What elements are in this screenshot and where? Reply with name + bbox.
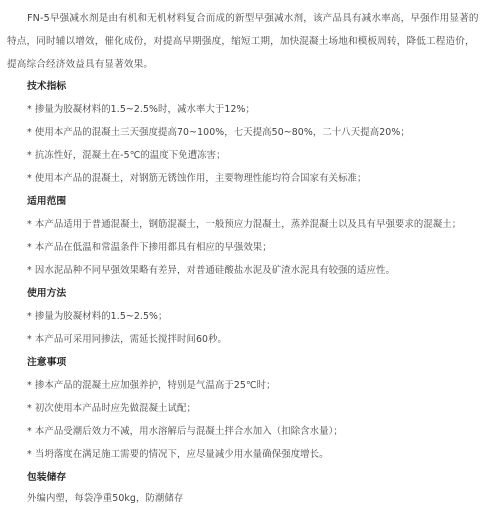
list-item: * 掺本产品的混凝土应加强养护，特别是气温高于25℃时； — [27, 380, 276, 391]
list-item: * 掺量为胶凝材料的1.5~2.5%； — [27, 311, 168, 322]
list-item: * 本产品可采用同掺法，需延长搅拌时间60秒。 — [27, 334, 228, 345]
intro-line: 提高综合经济效益具有显著效果。 — [7, 59, 154, 70]
list-item: * 使用本产品的混凝土三天强度提高70~100%，七天提高50~80%，二十八天提高20%； — [27, 127, 410, 138]
section-heading-precautions: 注意事项 — [27, 357, 67, 368]
intro-line: FN-5早强减水剂是由有机和无机材料复合而成的新型早强减水剂，该产品具有减水率高，早强作用显著的 — [27, 13, 479, 24]
list-item: 外编内塑，每袋净重50kg，防潮储存 — [27, 493, 184, 504]
section-heading-usage: 使用方法 — [27, 288, 67, 299]
list-item: * 掺量为胶凝材料的1.5~2.5%时，减水率大于12%； — [27, 104, 255, 115]
list-item: * 初次使用本产品时应先做混凝土试配； — [27, 403, 196, 414]
list-item: * 使用本产品的混凝土，对钢筋无锈蚀作用，主要物理性能均符合国家有关标准； — [27, 173, 367, 184]
list-item: * 当坍落度在满足施工需要的情况下，应尽量减少用水量确保强度增长。 — [27, 449, 329, 460]
intro-line: 特点，同时辅以增效，催化成份，对提高早期强度，缩短工期，加快混凝土场地和模板周转，降低工程造价， — [7, 36, 475, 47]
list-item: * 抗冻性好，混凝土在-5℃的温度下免遭冻害； — [27, 150, 226, 161]
list-item: * 本产品适用于普通混凝土，钢筋混凝土，一般预应力混凝土，蒸养混凝土以及具有早强要求的混凝土； — [27, 219, 462, 230]
list-item: * 本产品受潮后效力不减，用水溶解后与混凝土拌合水加入（扣除含水量）； — [27, 426, 343, 437]
intro-paragraph — [7, 7, 485, 76]
list-item: * 本产品在低温和常温条件下掺用都具有相应的早强效果； — [27, 242, 272, 253]
section-heading-packaging-storage: 包装储存 — [27, 472, 67, 483]
section-heading-applicable-scope: 适用范围 — [27, 196, 67, 207]
list-item: * 因水泥品种不同早强效果略有差异，对普通硅酸盐水泥及矿渣水泥具有较强的适应性。 — [27, 265, 395, 276]
section-heading-technical-specs: 技术指标 — [27, 81, 67, 92]
